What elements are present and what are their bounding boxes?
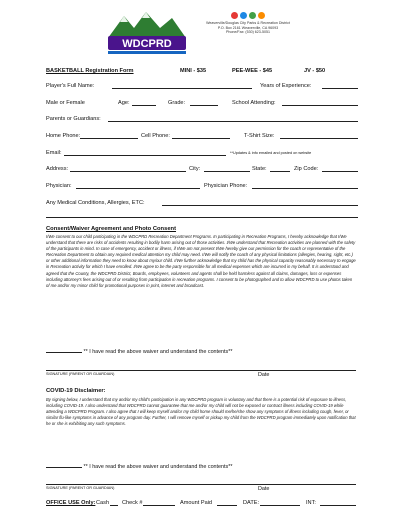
email-label: Email: [46, 150, 62, 156]
student-info-row [46, 98, 366, 108]
address-row [46, 164, 366, 174]
age-field[interactable] [132, 98, 156, 106]
ball-icon [231, 12, 238, 19]
form-title: BASKETBALL Registration Form [46, 68, 134, 74]
physician-row [46, 181, 366, 191]
city-field[interactable] [204, 164, 250, 172]
grade-label: Grade: [168, 100, 186, 106]
parents-field[interactable] [108, 114, 358, 122]
covid-ack-text: ** I have read the above waiver and understand the contents** [83, 464, 233, 470]
conditions-row [46, 198, 366, 208]
office-date-field[interactable] [260, 498, 300, 506]
tshirt-size-field[interactable] [280, 131, 358, 139]
covid-initials-field[interactable] [46, 461, 82, 468]
conditions-label: Any Medical Conditions, Allergies, ETC: [46, 200, 145, 206]
tree-icon [249, 12, 256, 19]
office-int-label: INT: [306, 500, 316, 506]
address-field[interactable] [70, 164, 186, 172]
parents-label: Parents or Guardians: [46, 116, 101, 122]
price-peewee: PEE-WEE - $45 [232, 68, 273, 74]
office-amount-field[interactable] [217, 498, 237, 506]
city-label: City: [189, 166, 201, 172]
address-label: Address: [46, 166, 69, 172]
office-use-row [46, 498, 366, 508]
office-check-label: Check # [122, 500, 143, 506]
cell-phone-field[interactable] [172, 131, 230, 139]
email-note: **Updates & info emailed and posted on website [230, 151, 312, 155]
consent-initials-field[interactable] [46, 346, 82, 353]
parents-row [46, 114, 366, 124]
covid-heading: COVID-19 Disclaimer: [46, 388, 106, 394]
covid-date-label: Date [258, 486, 270, 492]
wdcprd-logo [100, 8, 192, 60]
player-name-row [46, 81, 366, 91]
org-phone: Phone/Fax: (530) 623-5051 [226, 30, 270, 35]
office-date-label: DATE: [243, 500, 260, 506]
physician-field[interactable] [76, 181, 200, 189]
consent-body: I/We consent to our child participating in the WDCPRD Recreation Department Programs. In participating in Recreation Programs, I hereby acknowledge that I/We understand that there are risks of accidents resulting in bodily harm arising out of those activities. I/We understand that Recreation activities are planned with the safety of the participants in mind. In case of emergency, accident or illness, if I/We am not present I/We hereby give our permission for the coach or representative of the Recreation Department to obtain any required medical attention my child may need. I/We will notify the coach of any physical limitations (allergies, hearing, sight, etc.) or other additional information they need to know about my/our child. I/We further acknowledge that my child has the physical capacity reasonably necessary to engage in Recreation activity for which I have enrolled. I/We agree to be the party responsible for all medical expenses which are incurred in my behalf. It is understood and agreed that the County, the WDCPRD District, Boards, employees, volunteers and agents shall be held harmless against all claims, damages, loss or expenses including attorney's fees arising out of or resulting from participation in recreation programs. I consent to be photographed and to allow WDCPRD to use photos taken of me and/or my minor child for promotional purposes in print, internet and broadcast. [46, 234, 356, 288]
years-experience-label: Years of Experience: [260, 83, 312, 89]
state-label: State: [252, 166, 267, 172]
physician-phone-label: Physician Phone: [204, 183, 248, 189]
logo-text: WDCPRD [122, 38, 172, 50]
org-address: P.O. Box 2161 Weaverville, CA 96093 [217, 25, 279, 30]
office-use-label: OFFICE USE Only: [46, 500, 96, 506]
swim-icon [240, 12, 247, 19]
tshirt-size-label: T-Shirt Size: [244, 133, 275, 139]
title-row [46, 66, 366, 76]
age-label: Age: [118, 100, 130, 106]
covid-body: By signing below, I understand that my and/or my child's participation in any WDCPRD program is voluntary and that there is a potential risk of exposure to illness, including COVID-19. I also understand that WDCPRD cannot guarantee that me and/or my child will not be exposed or contract illness including COVID-19 while attending a WDCPRD Program. I also agree that I will keep myself and/or my child home should me/he/she show any symptoms of illness including cough, fever, or similar flu-like symptoms in advance of any program day. Further, I will remove myself or pickup my child from the WDCPRD program immediately upon notification that he or she is exhibiting any such symptoms. [46, 397, 356, 427]
school-field[interactable] [282, 98, 358, 106]
player-name-label: Player's Full Name: [46, 83, 95, 89]
email-field[interactable] [64, 148, 226, 156]
price-mini: MINI - $35 [180, 68, 207, 74]
org-name: Weaverville/Douglas City Parks & Recreation District [206, 21, 290, 25]
cell-phone-label: Cell Phone: [141, 133, 170, 139]
covid-acknowledgement [46, 461, 232, 470]
home-phone-label: Home Phone: [46, 133, 81, 139]
consent-date-label: Date [258, 372, 270, 378]
price-jv: JV - $50 [304, 68, 326, 74]
sun-icon [258, 12, 265, 19]
consent-signature-label: SIGNATURE (PARENT OR GUARDIAN) [46, 372, 115, 376]
consent-signature-line[interactable] [46, 370, 356, 371]
years-experience-field[interactable] [322, 81, 358, 89]
office-cash-label: Cash [96, 500, 110, 506]
zip-field[interactable] [322, 164, 358, 172]
school-label: School Attending: [232, 100, 276, 106]
office-check-field[interactable] [143, 498, 175, 506]
activity-icons [196, 12, 300, 19]
consent-ack-text: ** I have read the above waiver and understand the contents** [83, 349, 233, 355]
office-cash-field[interactable] [110, 498, 118, 506]
organization-info [196, 12, 300, 35]
office-int-field[interactable] [320, 498, 356, 506]
covid-signature-line[interactable] [46, 484, 356, 485]
zip-label: Zip Code: [294, 166, 319, 172]
covid-signature-label: SIGNATURE (PARENT OR GUARDIAN) [46, 486, 115, 490]
state-field[interactable] [270, 164, 290, 172]
conditions-field-line-2[interactable] [46, 210, 358, 218]
consent-acknowledgement [46, 346, 232, 355]
consent-heading: Consent/Waiver Agreement and Photo Consent [46, 226, 177, 232]
conditions-field[interactable] [162, 198, 358, 206]
home-phone-field[interactable] [80, 131, 138, 139]
email-row [46, 148, 366, 158]
male-female-label: Male or Female [46, 100, 85, 106]
physician-phone-field[interactable] [252, 181, 358, 189]
physician-label: Physician: [46, 183, 72, 189]
phone-row [46, 131, 366, 141]
player-name-field[interactable] [112, 81, 252, 89]
office-amount-label: Amount Paid [180, 500, 213, 506]
grade-field[interactable] [190, 98, 218, 106]
